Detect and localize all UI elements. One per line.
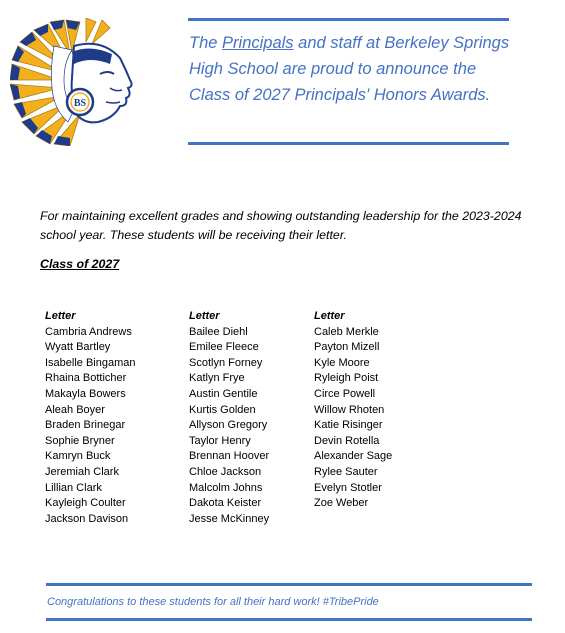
column-heading: Letter (45, 310, 76, 322)
student-name: Austin Gentile (189, 387, 258, 400)
student-name: Chloe Jackson (189, 465, 262, 478)
student-name: Jackson Davison (45, 512, 129, 525)
student-name: Scotlyn Forney (189, 356, 263, 369)
student-name: Payton Mizell (314, 341, 380, 354)
student-name: Circe Powell (314, 387, 376, 400)
column-heading: Letter (189, 310, 220, 322)
student-name: Katlyn Frye (189, 372, 245, 385)
column-heading: Letter (314, 310, 345, 322)
name-column-1 (45, 309, 136, 527)
student-name: Kamryn Buck (45, 450, 111, 463)
student-name: Isabelle Bingaman (45, 356, 136, 369)
header-announcement: The Principals and staff at Berkeley Springs High School are proud to announce the Class of 2027 Principals' Honors Awards. (189, 34, 510, 104)
student-name: Allyson Gregory (189, 419, 268, 432)
student-name: Lillian Clark (45, 481, 102, 494)
student-name: Aleah Boyer (45, 403, 105, 416)
student-name: Kayleigh Coulter (45, 497, 126, 510)
student-name: Alexander Sage (314, 450, 393, 463)
principals-link-text: Principals (222, 34, 294, 52)
student-name: Bailee Diehl (189, 325, 248, 338)
student-name: Dakota Keister (189, 497, 262, 510)
student-name: Devin Rotella (314, 434, 380, 447)
student-name: Kurtis Golden (189, 403, 256, 416)
footer-top-rule (46, 583, 532, 586)
student-name: Rhaina Botticher (45, 372, 127, 385)
student-name: Ryleigh Poist (314, 372, 379, 385)
student-name: Taylor Henry (189, 434, 251, 447)
header-top-rule (188, 18, 509, 21)
indian-chief-mascot-logo (10, 18, 138, 146)
student-name: Braden Brinegar (45, 419, 126, 432)
student-name: Jeremiah Clark (45, 465, 119, 478)
footer-bottom-rule (46, 618, 532, 621)
name-column-3 (314, 309, 392, 512)
student-name: Cambria Andrews (45, 325, 132, 338)
header-bottom-rule (188, 142, 509, 145)
student-name: Caleb Merkle (314, 325, 379, 338)
intro-paragraph: For maintaining excellent grades and showing outstanding leadership for the 2023-2024 school year. These students will be receiving their letter. (40, 209, 522, 242)
name-column-2 (189, 309, 269, 527)
student-name: Rylee Sauter (314, 465, 378, 478)
class-heading: Class of 2027 (40, 257, 120, 271)
student-name: Malcolm Johns (189, 481, 263, 494)
student-name: Evelyn Stotler (314, 481, 382, 494)
footer-congratulations: Congratulations to these students for all their hard work! #TribePride (47, 596, 379, 608)
student-name: Emilee Fleece (189, 341, 259, 354)
student-name: Zoe Weber (314, 497, 369, 510)
student-name: Jesse McKinney (189, 512, 270, 525)
student-name: Willow Rhoten (314, 403, 385, 416)
student-name: Katie Risinger (314, 419, 383, 432)
student-name: Brennan Hoover (189, 450, 270, 463)
student-name: Makayla Bowers (45, 387, 126, 400)
logo-monogram: BS (73, 98, 87, 109)
student-name: Wyatt Bartley (45, 341, 111, 354)
student-name: Sophie Bryner (45, 434, 115, 447)
student-name: Kyle Moore (314, 356, 370, 369)
